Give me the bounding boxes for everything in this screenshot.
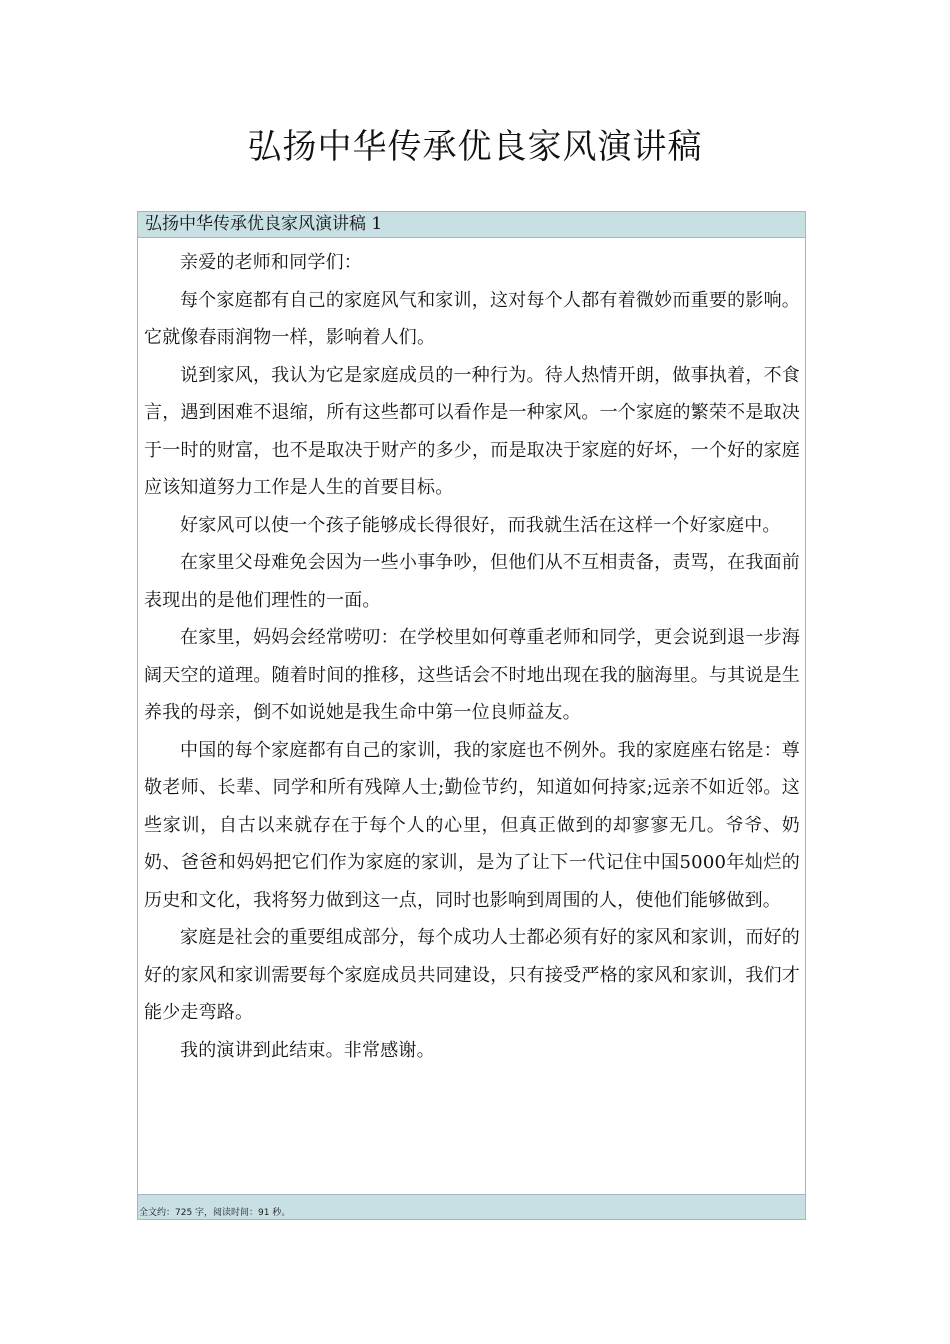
- section-box: [137, 211, 806, 1220]
- document-title: 弘扬中华传承优良家风演讲稿: [247, 127, 703, 167]
- paragraph: 中国的每个家庭都有自己的家训，我的家庭也不例外。我的家庭座右铭是：尊敬老师、长辈、同学和所有残障人士;勤俭节约，知道如何持家;远亲不如近邻。这些家训，自古以来就存在于每个人的心里，但真正做到的却寥寥无几。爷爷、奶奶、爸爸和妈妈把它们作为家庭的家训，是为了让下一代记住中国5000年灿烂的历史和文化，我将努力做到这一点，同时也影响到周围的人，使他们能够做到。: [144, 739, 800, 911]
- word-count-footer: 全文约：725 字，阅读时间：91 秒。: [138, 1194, 805, 1219]
- paragraph-closing: 我的演讲到此结束。非常感谢。: [180, 1039, 435, 1061]
- paragraph: 在家里，妈妈会经常唠叨：在学校里如何尊重老师和同学，更会说到退一步海阔天空的道理。随着时间的推移，这些话会不时地出现在我的脑海里。与其说是生养我的母亲，倒不如说她是我生命中第一位良师益友。: [144, 627, 800, 723]
- section-body: [138, 238, 805, 1194]
- paragraph: 在家里父母难免会因为一些小事争吵，但他们从不互相责备，责骂，在我面前表现出的是他们理性的一面。: [144, 552, 800, 611]
- paragraph: 好家风可以使一个孩子能够成长得很好，而我就生活在这样一个好家庭中。: [180, 514, 781, 536]
- paragraph: 每个家庭都有自己的家庭风气和家训，这对每个人都有着微妙而重要的影响。它就像春雨润物一样，影响着人们。: [144, 289, 800, 348]
- section-heading: 弘扬中华传承优良家风演讲稿 1: [138, 212, 805, 238]
- paragraph: 说到家风，我认为它是家庭成员的一种行为。待人热情开朗，做事执着，不食言，遇到困难不退缩，所有这些都可以看作是一种家风。一个家庭的繁荣不是取决于一时的财富，也不是取决于财产的多少，而是取决于家庭的好坏，一个好的家庭应该知道努力工作是人生的首要目标。: [144, 364, 800, 498]
- paragraph-greeting: 亲爱的老师和同学们：: [180, 252, 362, 273]
- paragraph: 家庭是社会的重要组成部分，每个成功人士都必须有好的家风和家训，而好的好的家风和家训需要每个家庭成员共同建设，只有接受严格的家风和家训，我们才能少走弯路。: [144, 927, 800, 1023]
